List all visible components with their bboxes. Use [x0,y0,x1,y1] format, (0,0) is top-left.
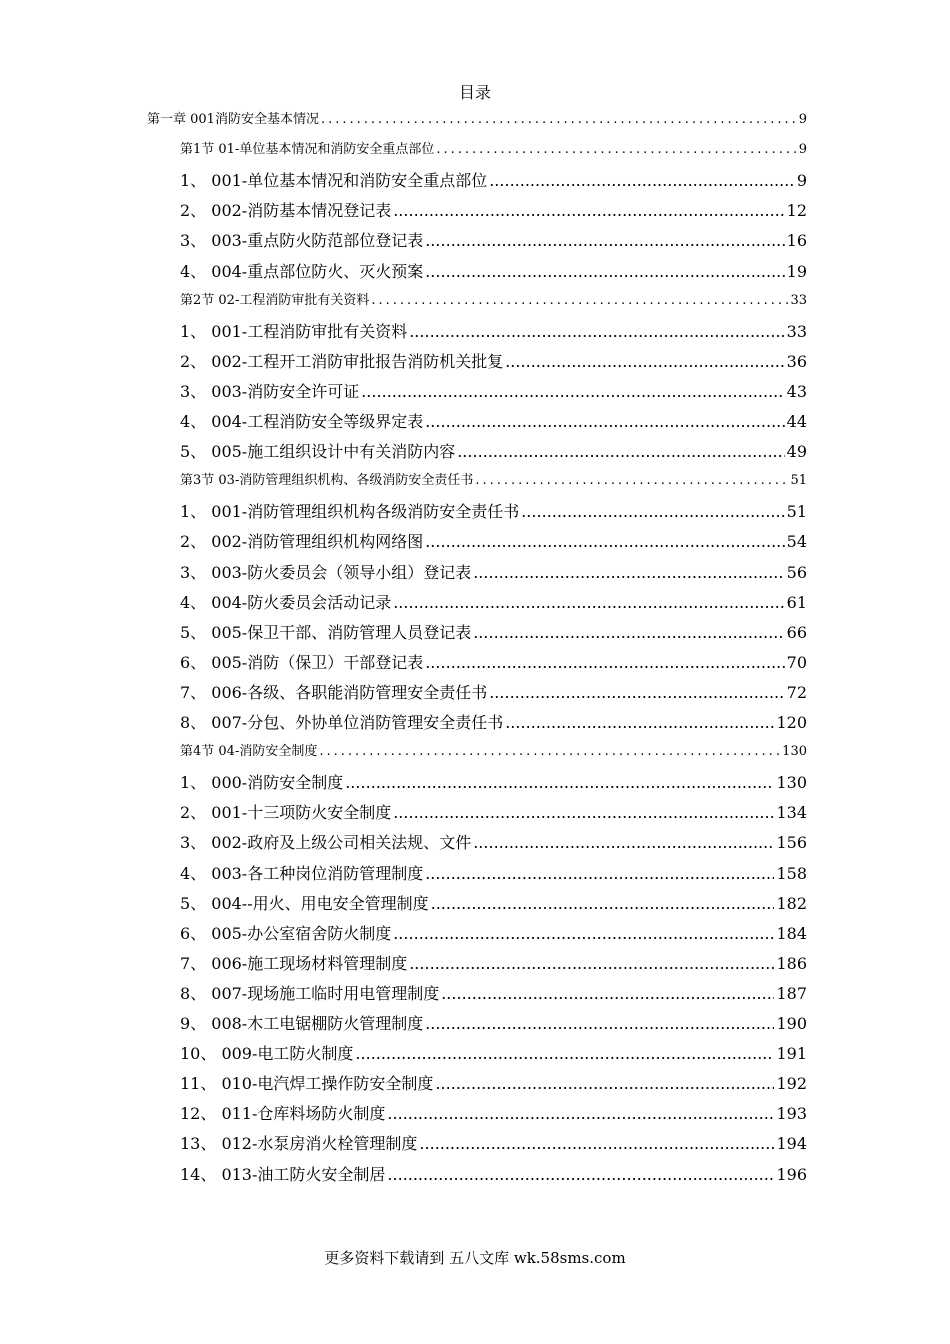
toc-entry[interactable] [180,710,807,733]
toc-title: 目录 [458,83,491,102]
toc-dot-leader [435,1074,774,1093]
toc-dot-leader [387,1104,774,1123]
toc-entry[interactable] [180,861,807,884]
toc-dot-leader [393,803,774,822]
toc-entry[interactable] [180,499,807,522]
toc-dot-leader [393,593,784,612]
toc-entry[interactable] [180,469,807,488]
toc-entry-text: 8、 007-现场施工临时用电管理制度 [180,983,440,1003]
toc-entry-text: 5、 005-施工组织设计中有关消防内容 [180,442,456,462]
toc-dot-leader [393,924,774,943]
toc-dot-leader [473,833,774,852]
toc-entry-text: 14、 013-油工防火安全制居 [180,1164,386,1184]
toc-page-number: 44 [786,412,807,431]
toc-entry[interactable] [180,259,807,282]
toc-entry[interactable] [180,981,807,1004]
toc-entry-text: 4、 004-工程消防安全等级界定表 [180,412,424,431]
toc-dot-leader [441,984,774,1003]
toc-entry-text: 2、 001-十三项防火安全制度 [180,803,392,823]
toc-entry[interactable] [180,951,807,974]
toc-entry-text: 3、 002-政府及上级公司相关法规、文件 [180,833,472,853]
toc-entry-text: 3、 003-防火委员会（领导小组）登记表 [180,562,472,582]
toc-entry-text: 6、 005-消防（保卫）干部登记表 [180,652,424,672]
toc-dot-leader [425,653,784,672]
toc-page-number: 61 [786,592,807,612]
toc-entry[interactable] [180,1131,807,1154]
toc-page-number: 187 [776,983,807,1003]
toc-entry-text: 13、 012-水泵房消火栓管理制度 [180,1134,418,1154]
toc-entry[interactable] [180,1041,807,1064]
toc-entry-text: 2、 002-消防管理组织机构网络图 [180,532,424,552]
toc-entry[interactable] [180,1101,807,1124]
toc-entry-text: 2、 002-消防基本情况登记表 [180,201,392,221]
toc-entry[interactable] [180,680,807,703]
toc-page-number: 51 [786,502,807,522]
toc-page-number: 9 [798,142,807,158]
toc-entry-text: 10、 009-电工防火制度 [180,1044,354,1064]
toc-entry[interactable] [180,800,807,823]
toc-page-number: 43 [786,381,807,401]
toc-page-number: 72 [786,682,807,702]
toc-entry-text: 2、 002-工程开工消防审批报告消防机关批复 [180,351,504,371]
toc-page-number: 130 [782,744,807,760]
toc-dot-leader [425,532,784,551]
toc-entry[interactable] [180,379,807,402]
toc-page-number: 49 [786,442,807,462]
toc-entry-text: 4、 004-防火委员会活动记录 [180,592,392,612]
toc-entry[interactable] [180,650,807,673]
toc-entry-text: 1、 001-工程消防审批有关资料 [180,321,408,341]
toc-entry[interactable] [180,319,807,342]
toc-dot-leader [425,1014,774,1033]
toc-page-number: 158 [776,863,807,883]
toc-entry-text: 9、 008-木工电锯棚防火管理制度 [180,1014,424,1033]
toc-page-number: 184 [776,923,807,943]
toc-entry[interactable] [180,439,807,462]
toc-dot-leader [393,201,784,220]
toc-page-number: 9 [796,171,807,191]
toc-dot-leader [409,322,784,341]
toc-dot-leader [355,1044,774,1063]
toc-entry-text: 12、 011-仓库料场防火制度 [180,1104,386,1124]
toc-page-number: 130 [776,773,807,793]
toc-dot-leader [361,382,784,401]
toc-page-number: 182 [776,893,807,913]
footer-text: 更多资料下载请到 五八文库 wk.58sms.com [324,1249,626,1267]
toc-page-number: 12 [786,201,807,221]
toc-entry[interactable] [180,590,807,613]
toc-dot-leader [505,713,774,732]
toc-page-number: 54 [786,532,807,552]
toc-entry[interactable] [180,198,807,221]
toc-entry[interactable] [180,1071,807,1094]
toc-entry[interactable] [180,830,807,853]
toc-page-number: 194 [776,1134,807,1154]
toc-dot-leader [371,293,788,308]
toc-entry-text: 第1节 01-单位基本情况和消防安全重点部位 [180,142,435,158]
toc-entry[interactable] [180,138,807,157]
toc-dot-leader [425,412,784,431]
toc-entry[interactable] [180,529,807,552]
toc-entry[interactable] [180,921,807,944]
toc-entry[interactable] [147,108,807,127]
toc-page-number: 120 [776,713,807,732]
toc-entry-text: 7、 006-施工现场材料管理制度 [180,953,408,973]
toc-page-number: 66 [786,622,807,642]
toc-entry[interactable] [180,770,807,793]
toc-entry-text: 7、 006-各级、各职能消防管理安全责任书 [180,682,488,702]
toc-entry-text: 5、 005-保卫干部、消防管理人员登记表 [180,622,472,642]
toc-dot-leader [521,502,784,521]
toc-dot-leader [409,954,774,973]
toc-page-number: 70 [786,652,807,672]
toc-dot-leader [489,171,795,190]
toc-page-number: 190 [776,1014,807,1033]
toc-entry-text: 1、 001-消防管理组织机构各级消防安全责任书 [180,502,520,522]
toc-entry-text: 1、 001-单位基本情况和消防安全重点部位 [180,171,488,191]
toc-page-number: 33 [790,292,807,308]
toc-entry-text: 8、 007-分包、外协单位消防管理安全责任书 [180,713,504,732]
toc-entry-text: 第一章 001消防安全基本情况 [147,112,319,127]
toc-entry-text: 11、 010-电汽焊工操作防安全制度 [180,1074,434,1094]
toc-dot-leader [319,744,780,759]
toc-entry-text: 第3节 03-消防管理组织机构、各级消防安全责任书 [180,473,474,489]
toc-entry-text: 6、 005-办公室宿舍防火制度 [180,923,392,943]
toc-entry[interactable] [180,1162,807,1185]
toc-entry[interactable] [180,891,807,914]
toc-page-number: 191 [776,1044,807,1064]
toc-entry-text: 3、 003-重点防火防范部位登记表 [180,231,424,251]
toc-dot-leader [419,1134,774,1153]
toc-dot-leader [321,112,797,127]
toc-page-number: 56 [786,562,807,582]
toc-page-number: 196 [776,1164,807,1184]
toc-page-number: 134 [776,803,807,823]
toc-entry[interactable] [180,349,807,372]
toc-entry[interactable] [180,1011,807,1034]
toc-entry-text: 5、 004--用火、用电安全管理制度 [180,893,429,913]
toc-page-number: 19 [786,261,807,281]
toc-page-number: 33 [786,321,807,341]
toc-entry-text: 3、 003-消防安全许可证 [180,381,360,401]
toc-entry-text: 第2节 02-工程消防审批有关资料 [180,292,370,308]
toc-entry[interactable] [180,168,807,191]
toc-entry-text: 第4节 04-消防安全制度 [180,744,318,760]
toc-entry[interactable] [180,409,807,432]
toc-entry[interactable] [180,560,807,583]
toc-entry[interactable] [180,228,807,251]
toc-page-number: 193 [776,1104,807,1124]
toc-dot-leader [489,683,784,702]
toc-dot-leader [505,352,784,371]
toc-entry[interactable] [180,620,807,643]
toc-page-number: 192 [776,1074,807,1094]
toc-dot-leader [425,231,784,250]
toc-page-number: 36 [786,351,807,371]
toc-dot-leader [431,894,775,913]
toc-dot-leader [473,623,784,642]
toc-entry-text: 1、 000-消防安全制度 [180,773,344,793]
toc-dot-leader [345,773,774,792]
toc-entry-text: 4、 004-重点部位防火、灭火预案 [180,261,424,281]
toc-page-number: 9 [798,112,807,127]
toc-dot-leader [425,262,784,281]
toc-entry[interactable] [180,740,807,759]
toc-page-number: 51 [790,473,807,489]
toc-entry-text: 4、 003-各工种岗位消防管理制度 [180,863,424,883]
toc-dot-leader [457,442,784,461]
toc-dot-leader [425,864,774,883]
toc-dot-leader [475,473,788,488]
toc-dot-leader [387,1165,774,1184]
toc-page-number: 16 [786,231,807,251]
toc-dot-leader [436,142,796,157]
toc-page-number: 186 [776,953,807,973]
toc-page-number: 156 [776,833,807,853]
toc-dot-leader [473,563,784,582]
toc-entry[interactable] [180,289,807,308]
